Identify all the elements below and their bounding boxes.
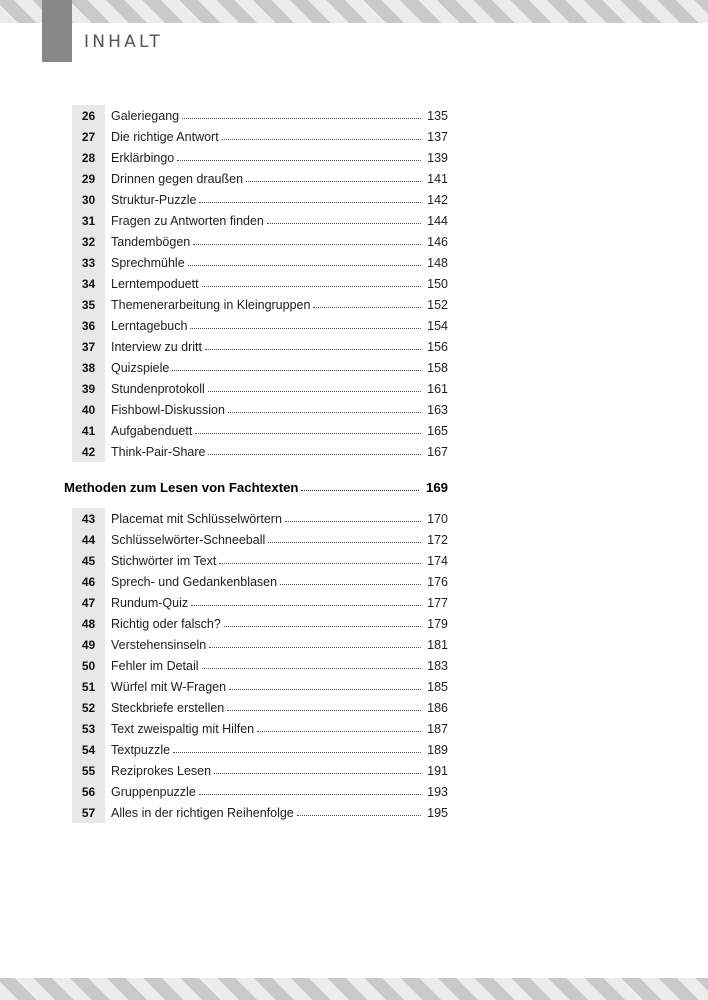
toc-row-title: Gruppenpuzzle — [111, 784, 196, 799]
toc-row-leader — [280, 575, 421, 585]
toc-row[interactable] — [72, 739, 448, 760]
toc-row-leader — [257, 722, 421, 732]
toc-row-number: 30 — [81, 192, 96, 207]
toc-row-number: 44 — [81, 532, 96, 547]
toc-row[interactable] — [72, 357, 448, 378]
toc-row[interactable] — [72, 718, 448, 739]
toc-row[interactable] — [72, 210, 448, 231]
toc-row-title: Lerntempoduett — [111, 276, 199, 291]
toc-row[interactable] — [72, 613, 448, 634]
toc-row-number: 52 — [81, 700, 96, 715]
toc-row[interactable] — [72, 336, 448, 357]
toc-row-leader — [182, 109, 421, 119]
toc-row-number: 45 — [81, 553, 96, 568]
toc-row[interactable] — [72, 760, 448, 781]
toc-row[interactable] — [72, 315, 448, 336]
toc-row-title: Tandembögen — [111, 234, 191, 249]
toc-row[interactable] — [72, 676, 448, 697]
toc-row-page-number: 139 — [427, 150, 448, 165]
toc-row[interactable] — [72, 420, 448, 441]
toc-row-number: 50 — [81, 658, 96, 673]
toc-row-page-number: 158 — [427, 360, 448, 375]
toc-row-title: Schlüsselwörter-Schneeball — [111, 532, 266, 547]
toc-row-leader — [246, 172, 421, 182]
toc-row-leader — [209, 638, 421, 648]
toc-row-leader — [202, 277, 421, 287]
toc-row-page-number: 181 — [427, 637, 448, 652]
section-heading-row — [64, 480, 448, 495]
toc-row-leader — [228, 403, 421, 413]
toc-row-page-number: 170 — [427, 511, 448, 526]
toc-row-number: 31 — [81, 213, 96, 228]
toc-row-title: Fehler im Detail — [111, 658, 199, 673]
toc-row-leader — [267, 214, 421, 224]
toc-row-number: 51 — [81, 679, 96, 694]
toc-row-title: Themenerarbeitung in Kleingruppen — [111, 297, 311, 312]
toc-row-title: Fishbowl-Diskussion — [111, 402, 225, 417]
toc-row-number: 53 — [81, 721, 96, 736]
toc-row[interactable] — [72, 529, 448, 550]
toc-row-page-number: 174 — [427, 553, 448, 568]
toc-row[interactable] — [72, 105, 448, 126]
toc-row-leader — [313, 298, 421, 308]
toc-row-page-number: 154 — [427, 318, 448, 333]
toc-row-leader — [268, 533, 421, 543]
toc-row-page-number: 163 — [427, 402, 448, 417]
toc-row[interactable] — [72, 592, 448, 613]
toc-row-number: 43 — [81, 511, 96, 526]
toc-row-leader — [193, 235, 421, 245]
toc-row-title: Rundum-Quiz — [111, 595, 189, 610]
toc-row-leader — [222, 130, 421, 140]
toc-row[interactable] — [72, 571, 448, 592]
toc-row-number: 46 — [81, 574, 96, 589]
toc-row-number: 41 — [81, 423, 96, 438]
toc-row[interactable] — [72, 655, 448, 676]
toc-row-number: 28 — [81, 150, 96, 165]
toc-row[interactable] — [72, 634, 448, 655]
toc-row-page-number: 135 — [427, 108, 448, 123]
toc-row-page-number: 150 — [427, 276, 448, 291]
toc-row-title: Stundenprotokoll — [111, 381, 205, 396]
toc-row-page-number: 165 — [427, 423, 448, 438]
toc-row-leader — [195, 424, 421, 434]
toc-row-number: 35 — [81, 297, 96, 312]
toc-block-reading-texts — [72, 508, 448, 823]
toc-row[interactable] — [72, 252, 448, 273]
toc-row-page-number: 183 — [427, 658, 448, 673]
toc-row-title: Struktur-Puzzle — [111, 192, 197, 207]
toc-row-title: Erklärbingo — [111, 150, 175, 165]
section-heading-title: Methoden zum Lesen von Fachtexten — [64, 480, 299, 495]
toc-row-leader — [227, 701, 421, 711]
header-accent-bar — [42, 0, 72, 62]
toc-row-number: 38 — [81, 360, 96, 375]
toc-row-title: Interview zu dritt — [111, 339, 203, 354]
toc-row-leader — [297, 806, 421, 816]
toc-row-list — [72, 105, 448, 462]
toc-row[interactable] — [72, 168, 448, 189]
toc-row[interactable] — [72, 550, 448, 571]
toc-row-number: 49 — [81, 637, 96, 652]
toc-row-number: 57 — [81, 805, 96, 820]
toc-row-leader — [205, 340, 421, 350]
toc-row-title: Lerntagebuch — [111, 318, 188, 333]
toc-row-title: Sprechmühle — [111, 255, 185, 270]
toc-row-leader — [199, 193, 421, 203]
page-title: INHALT — [84, 32, 163, 52]
toc-row-page-number: 189 — [427, 742, 448, 757]
toc-row-page-number: 142 — [427, 192, 448, 207]
toc-row-page-number: 161 — [427, 381, 448, 396]
toc-block-methods-first — [72, 105, 448, 462]
toc-row-number: 54 — [81, 742, 96, 757]
toc-row-title: Richtig oder falsch? — [111, 616, 221, 631]
toc-row-number: 48 — [81, 616, 96, 631]
toc-row[interactable] — [72, 231, 448, 252]
toc-row-page-number: 191 — [427, 763, 448, 778]
toc-row-title: Galeriegang — [111, 108, 180, 123]
toc-row-page-number: 172 — [427, 532, 448, 547]
toc-row-number: 29 — [81, 171, 96, 186]
toc-row-page-number: 146 — [427, 234, 448, 249]
toc-row-leader — [214, 764, 421, 774]
toc-row-title: Sprech- und Gedankenblasen — [111, 574, 278, 589]
toc-row-page-number: 177 — [427, 595, 448, 610]
toc-row[interactable] — [72, 399, 448, 420]
toc-row-title: Placemat mit Schlüsselwörtern — [111, 511, 282, 526]
toc-row-leader — [191, 596, 421, 606]
toc-row-title: Steckbriefe erstellen — [111, 700, 225, 715]
toc-row-number: 32 — [81, 234, 96, 249]
toc-row-title: Die richtige Antwort — [111, 129, 219, 144]
toc-row-leader — [224, 617, 421, 627]
toc-row-page-number: 137 — [427, 129, 448, 144]
toc-row-page-number: 179 — [427, 616, 448, 631]
toc-row-page-number: 176 — [427, 574, 448, 589]
toc-row[interactable] — [72, 697, 448, 718]
toc-row[interactable] — [72, 781, 448, 802]
toc-row-page-number: 187 — [427, 721, 448, 736]
toc-row-title: Text zweispaltig mit Hilfen — [111, 721, 255, 736]
toc-row[interactable] — [72, 378, 448, 399]
toc-row-number: 55 — [81, 763, 96, 778]
toc-row[interactable] — [72, 508, 448, 529]
toc-row-leader — [285, 512, 421, 522]
toc-row-page-number: 167 — [427, 444, 448, 459]
toc-row-leader — [208, 382, 421, 392]
toc-row-leader — [188, 256, 421, 266]
toc-row-leader — [190, 319, 421, 329]
toc-row-number: 34 — [81, 276, 96, 291]
toc-row-page-number: 156 — [427, 339, 448, 354]
toc-row[interactable] — [72, 189, 448, 210]
toc-row-number: 26 — [81, 108, 96, 123]
decorative-stripe-band-bottom — [0, 978, 708, 1000]
toc-row-title: Fragen zu Antworten finden — [111, 213, 264, 228]
toc-row-title: Reziprokes Lesen — [111, 763, 212, 778]
section-heading-page: 169 — [425, 480, 448, 495]
toc-row-title: Stichwörter im Text — [111, 553, 217, 568]
toc-row-number: 40 — [81, 402, 96, 417]
toc-row-leader — [177, 151, 421, 161]
toc-row-number: 47 — [81, 595, 96, 610]
toc-row[interactable] — [72, 802, 448, 823]
toc-row-number: 42 — [81, 444, 96, 459]
toc-row-leader — [219, 554, 421, 564]
toc-row[interactable] — [72, 294, 448, 315]
toc-row-title: Aufgabenduett — [111, 423, 193, 438]
toc-row-number: 39 — [81, 381, 96, 396]
toc-row-leader — [202, 659, 421, 669]
toc-row[interactable] — [72, 273, 448, 294]
toc-row-leader — [208, 445, 421, 455]
toc-row-page-number: 144 — [427, 213, 448, 228]
toc-row[interactable] — [72, 441, 448, 462]
toc-row-page-number: 195 — [427, 805, 448, 820]
toc-row-title: Textpuzzle — [111, 742, 171, 757]
toc-row-number: 37 — [81, 339, 96, 354]
toc-row-list — [72, 508, 448, 823]
toc-row-leader — [173, 743, 421, 753]
section-heading-leader — [301, 481, 419, 491]
toc-row-page-number: 193 — [427, 784, 448, 799]
toc-row-title: Würfel mit W-Fragen — [111, 679, 227, 694]
toc-row-page-number: 186 — [427, 700, 448, 715]
toc-row-page-number: 152 — [427, 297, 448, 312]
toc-row[interactable] — [72, 126, 448, 147]
toc-row-title: Quizspiele — [111, 360, 170, 375]
toc-row-title: Drinnen gegen draußen — [111, 171, 244, 186]
toc-row-title: Alles in der richtigen Reihenfolge — [111, 805, 294, 820]
toc-row-number: 36 — [81, 318, 96, 333]
toc-row-page-number: 185 — [427, 679, 448, 694]
toc-row-title: Think-Pair-Share — [111, 444, 206, 459]
toc-row-number: 56 — [81, 784, 96, 799]
toc-row-number: 27 — [81, 129, 96, 144]
toc-row-number: 33 — [81, 255, 96, 270]
toc-row-page-number: 148 — [427, 255, 448, 270]
toc-row-leader — [172, 361, 421, 371]
toc-row-title: Verstehensinseln — [111, 637, 207, 652]
toc-row[interactable] — [72, 147, 448, 168]
toc-row-leader — [199, 785, 421, 795]
toc-row-page-number: 141 — [427, 171, 448, 186]
toc-row-leader — [229, 680, 421, 690]
decorative-stripe-band-top — [0, 0, 708, 23]
